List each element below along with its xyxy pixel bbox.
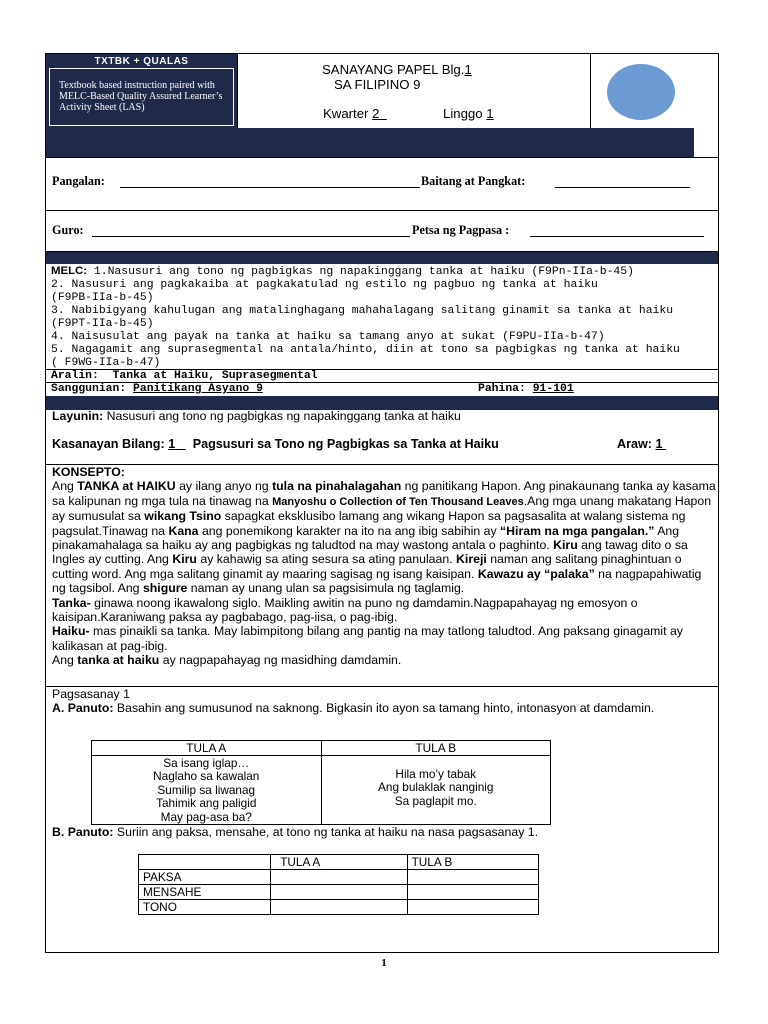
baitang-field[interactable] [555,187,690,188]
tula-a-line: Tahimik ang paligid [156,796,257,811]
sanggunian-label: Sanggunian: [51,383,127,395]
section-band [46,396,718,410]
aralin-value: Tanka at Haiku, Suprasegmental [112,370,318,382]
panuto-b: B. Panuto: Suriin ang paksa, mensahe, at tono ng tanka at haiku na nasa pagsasanay 1. [52,825,539,839]
tula-b-header: TULA B [321,741,551,756]
answer-cell[interactable] [407,885,538,900]
worksheet-title [322,62,472,77]
konsepto-heading: KONSEPTO: [52,465,125,479]
worksheet [45,53,719,953]
table-row [139,870,539,885]
table-header-cell: TULA B [407,855,538,870]
tula-a-header: TULA A [92,741,322,756]
layunin-text: Nasusuri ang tono ng pagbigkas ng napakinggang tanka at haiku [103,409,461,423]
melc-line: 4. Naisusulat ang payak na tanka at haiku sa tamang anyo at sukat (F9PU-IIa-b-47) [51,331,605,343]
melc-line: 3. Nabibigyang kahulugan ang matalinghagang mahahalagang salitang ginamit sa tanka at haiku [51,305,674,317]
row-label: TONO [139,900,271,915]
aralin-row [51,370,318,382]
suriin-table [138,854,539,915]
linggo-label: Linggo [443,106,483,121]
linggo [443,106,494,121]
row-label: PAKSA [139,870,271,885]
melc-line: 5. Nagagamit ang suprasegmental na antala/hinto, diin at tono sa pagbigkas ng tanka at haiku [51,344,680,356]
konsepto-paragraph: Ang TANKA at HAIKU ay ilang anyo ng tula na pinahalagahan ng panitikang Hapon. Ang pinakaunang tanka ay kasama sa kalipunan ng mga tula na tinawag na Manyoshu o Collection of Ten Thousand Leaves.Ang mga unang makatang Hapon ay sumusulat sa wikang Tsino sapagkat eksklusibo lamang ang wikang Hapon sa pagsasalita at walang sistema ng pagsulat.Tinawag na Kana ang ponemikong karakter na ito na ang ibig sabihin ay “Hiram na mga pangalan.” Ang pinakamahalaga sa haiku ay ang pagbigkas ng taludtod na may wastong antala o paghinto. Kiru ang tawag dito o sa Ingles ay cutting. Ang Kiru ay kahawig sa ating sesura sa ating panulaan. Kireji naman ang salitang pinaghintuan o cutting word. Ang mga salitang ginamit ay maaring sagisag ng isang kaisipan. Kawazu ay “palaka” na nagpapahiwatig ng tagsibol. Ang shigure naman ay unang ulan sa pagsisimula ng taglamig. [52,479,716,596]
header-divider-1 [237,54,238,128]
answer-cell[interactable] [271,885,407,900]
table-header-cell: TULA A [271,855,407,870]
kasanayan-title: Pagsusuri sa Tono ng Pagbigkas sa Tanka at Haiku [192,437,499,451]
layunin-label: Layunin: [52,409,104,423]
kwarter [323,106,387,121]
petsa-label: Petsa ng Pagpasa : [412,223,510,237]
kwarter-label: Kwarter [323,106,369,121]
page-number: 1 [381,957,387,969]
melc-line: (F9PT-IIa-b-45) [51,318,154,330]
melc-block [51,265,715,370]
pahina-value: 91-101 [532,383,574,395]
tula-a-line: May pag-asa ba? [160,809,252,824]
melc-line: ( F9WG-IIa-b-47) [51,357,161,369]
pagsasanay-title: Pagsasanay 1 [52,687,130,701]
header-dark-band [46,128,694,157]
sanggunian-value: Panitikang Asyano 9 [133,383,263,395]
melc-line: (F9PB-IIa-b-45) [51,292,154,304]
tanka-definition: Tanka- ginawa noong ikawalong siglo. Maikling awitin na puno ng damdamin.Nagpapahayag ng emosyon o kaisipan.Karaniwang paksa ay pagbabago, pag-iisa, o pag-ibig. [52,595,638,625]
melc-line: MELC: 1.Nasusuri ang tono ng pagbigkas ng napakinggang tanka at haiku (F9Pn-IIa-b-45) [51,265,634,278]
tula-a-line: Sumilip sa liwanag [157,782,256,797]
sanggunian-row [51,383,263,395]
petsa-field[interactable] [530,236,704,237]
title-text: SANAYANG PAPEL Blg. [322,62,465,77]
tula-a-line: Naglaho sa kawalan [153,769,260,784]
panuto-a: A. Panuto: Basahin ang sumusunod na saknong. Bigkasin ito ayon sa tamang hinto, intonasyon at damdamin. [52,701,655,716]
divider [46,210,718,211]
table-row [139,900,539,915]
answer-cell[interactable] [271,870,407,885]
tula-b-line: Ang bulaklak nanginig [378,780,494,795]
pagsasanay-section [52,687,672,716]
kasanayan-label: Kasanayan Bilang: [52,437,165,451]
kasanayan-number: 1 [168,437,176,451]
answer-cell[interactable] [407,870,538,885]
araw-row [617,437,666,451]
subject-title: SA FILIPINO 9 [334,77,421,92]
aralin-label: Aralin: [51,370,99,382]
title-number: 1 [464,62,472,77]
layunin [52,409,461,423]
pangalan-field[interactable] [120,187,420,188]
table-row [139,885,539,900]
pahina-label: Pahina: [478,383,526,395]
table-header-cell [139,855,271,870]
baitang-label: Baitang at Pangkat: [421,174,526,188]
tula-b-cell [321,756,551,825]
section-band [46,252,718,264]
tula-b-line: Hila mo’y tabak [395,767,477,781]
tula-table [91,740,551,825]
melc-line: 2. Nasusuri ang pagkakaiba at pagkakatulad ng estilo ng pagbuo ng tanka at haiku [51,279,598,291]
pangalan-label: Pangalan: [52,174,105,188]
tula-b-line: Sa paglapit mo. [394,793,477,808]
answer-cell[interactable] [407,900,538,915]
txtbk-label: TXTBK + QUALAS [94,56,189,67]
pahina-row [478,383,574,395]
kasanayan-row [52,437,499,451]
melc-label: MELC: [51,265,88,277]
linggo-value: 1 [486,106,494,121]
konsepto-section [52,465,716,668]
divider [46,157,718,158]
txtbk-description: Textbook based instruction paired with MELC-Based Quality Assured Learner’s Activity Sheet (LAS) [59,80,223,113]
school-logo [607,64,675,120]
tula-a-line: Sa isang iglap… [163,756,250,770]
konsepto-summary: Ang tanka at haiku ay nagpapahayag ng masidhing damdamin. [52,653,402,668]
kwarter-value: 2 [372,106,380,121]
guro-label: Guro: [52,223,84,237]
answer-cell[interactable] [271,900,407,915]
araw-label: Araw: [617,437,652,451]
header-divider-2 [590,54,591,128]
row-label: MENSAHE [139,885,271,900]
haiku-definition: Haiku- mas pinaikli sa tanka. May labimpitong bilang ang pantig na may tatlong taludtod. Ang paksang ginagamit ay kalikasan at pag-ibig. [52,624,683,653]
tula-a-cell [92,756,322,825]
guro-field[interactable] [92,236,410,237]
araw-value: 1 [655,437,663,451]
